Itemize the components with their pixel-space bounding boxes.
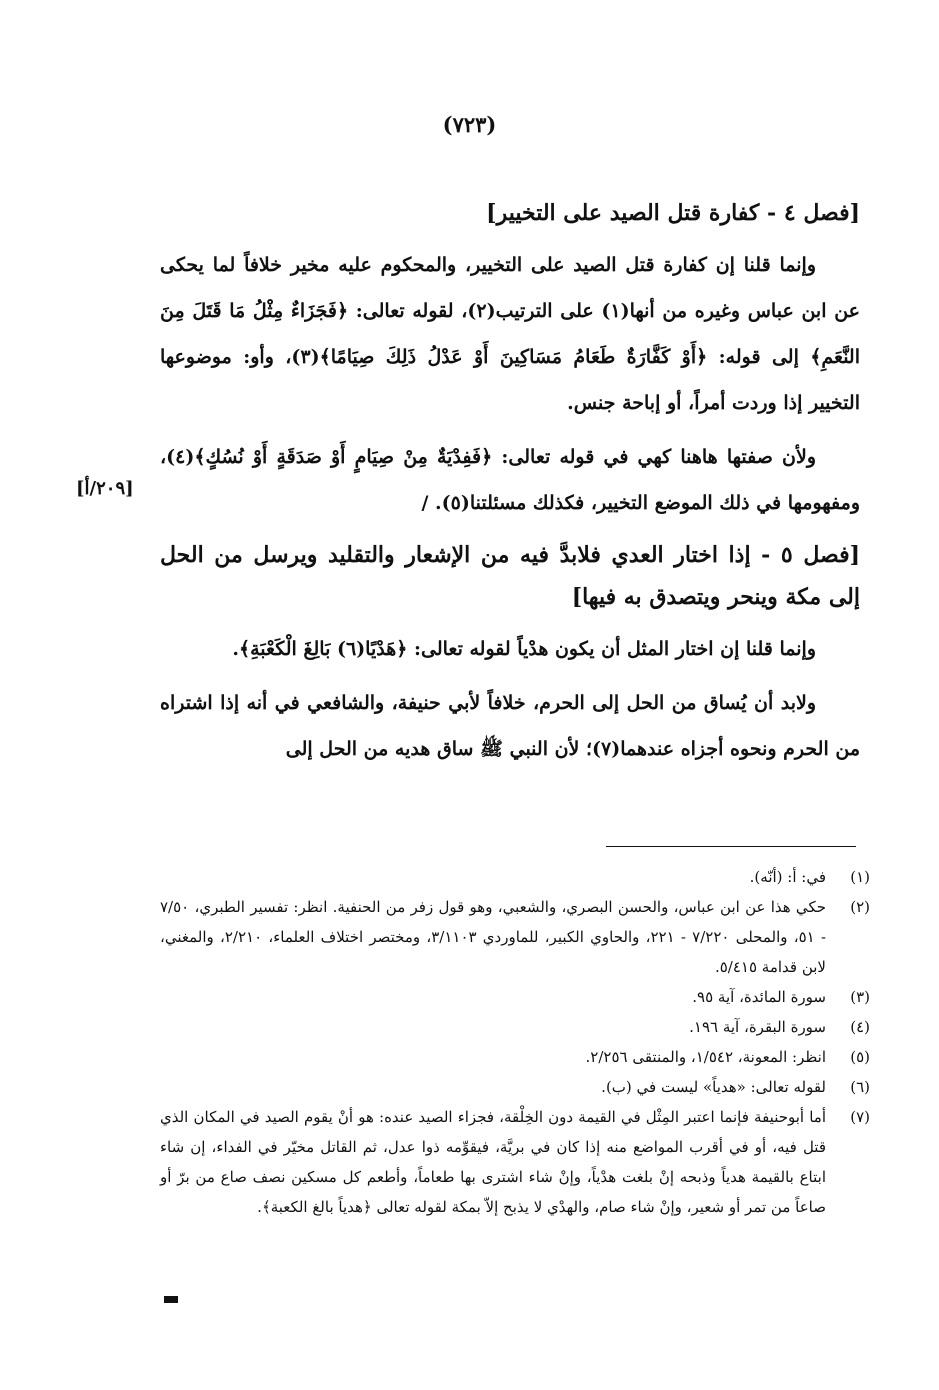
footnote-text: سورة البقرة، آية ١٩٦.: [689, 1018, 826, 1036]
footnote: [160, 1072, 870, 1102]
footnote: [160, 982, 870, 1012]
main-text: [160, 192, 860, 780]
footnote-text: أما أبوحنيفة فإنما اعتبر المِثْل في القيمة دون الخِلْقة، فجزاء الصيد عنده: هو أنْ يقوم الصيد في المكان الذي قتل فيه، أو في أقرب المواضع منه إذا كان في بريَّة، فيقوِّمه ذوا عدل، ثم القاتل مخيّر في الفداء، إن شاء ابتاع بالقيمة هدياً وذبحه إنْ بلغت هدْياً، وإنْ شاء اشترى بها طعاماً، وأطعم كل مسكين نصف صاع من برّ أو صاعاً من تمر أو شعير، وإنْ شاء صام، والهدْي لا يذبح إلاّ بمكة لقوله تعالى ﴿هدياً بالغ الكعبة﴾.: [160, 1108, 826, 1216]
footnote-text: سورة المائدة، آية ٩٥.: [692, 988, 826, 1006]
footnote-text: في: أ: (أنّه).: [749, 868, 826, 886]
footnote-number: (٢): [850, 898, 870, 916]
footnote: [160, 1102, 870, 1222]
page-end-mark: [164, 1296, 178, 1303]
footnote-text: انظر: المعونة، ١/٥٤٢، والمنتقى ٢/٢٥٦.: [585, 1048, 826, 1066]
section-heading-5: [فصل ٥ - إذا اختار العدي فلابدَّ فيه من الإشعار والتقليد ويرسل من الحل إلى مكة وينحر ويتصدق به فيها]: [160, 542, 860, 610]
section-heading-4: [فصل ٤ - كفارة قتل الصيد على التخيير]: [486, 200, 860, 226]
margin-page-reference: [٢٠٩/أ]: [76, 478, 134, 499]
page-number: (٧٢٣): [442, 112, 497, 137]
footnote-text: لقوله تعالى: «هدياً» ليست في (ب).: [601, 1078, 826, 1096]
footnotes: [160, 862, 870, 1222]
footnote-number: (٦): [850, 1078, 870, 1096]
footnote-number: (٤): [850, 1018, 870, 1036]
paragraph: وإنما قلنا إن اختار المثل أن يكون هدْياً لقوله تعالى: ﴿هَدْيًا(٦) بَالِغَ الْكَعْبَةِ﴾.: [232, 638, 816, 660]
paragraph: ولابد أن يُساق من الحل إلى الحرم، خلافاً لأبي حنيفة، والشافعي في أنه إذا اشتراه من الحرم ونحوه أجزاه عندهما(٧)؛ لأن النبي ﷺ ساق هديه من الحل إلى: [160, 692, 860, 760]
footnote-number: (١): [850, 868, 870, 886]
footnote-number: (٥): [850, 1048, 870, 1066]
paragraph: ولأن صفتها هاهنا كهي في قوله تعالى: ﴿فَفِدْيَةٌ مِنْ صِيَامٍ أَوْ صَدَقَةٍ أَوْ نُسُكٍ﴾(٤)، ومفهومها في ذلك الموضع التخيير، فكذلك مسئلتنا(٥). /: [160, 446, 860, 514]
footnote: [160, 892, 870, 982]
footnote-number: (٧): [850, 1108, 870, 1126]
footnote: [160, 1042, 870, 1072]
paragraph: وإنما قلنا إن كفارة قتل الصيد على التخيير، والمحكوم عليه مخير خلافاً لما يحكى عن ابن عباس وغيره من أنها(١) على الترتيب(٢)، لقوله تعالى: ﴿فَجَزَاءٌ مِثْلُ مَا قَتَلَ مِنَ النَّعَمِ﴾ إلى قوله: ﴿أَوْ كَفَّارَةٌ طَعَامُ مَسَاكِينَ أَوْ عَدْلُ ذَلِكَ صِيَامًا﴾(٣)، وأو: موضوعها التخيير إذا وردت أمراً، أو إباحة جنس.: [160, 254, 861, 414]
footnote-separator: [606, 846, 856, 847]
footnote-number: (٣): [850, 988, 870, 1006]
footnote-text: حكي هذا عن ابن عباس، والحسن البصري، والشعبي، وهو قول زفر من الحنفية. انظر: تفسير الطبري، ٧/٥٠ - ٥١، والمحلى ٧/٢٢٠ - ٢٢١، والحاوي الكبير، للماوردي ٣/١١٠٣، ومختصر اختلاف العلماء، ٢/٢١٠، والمغني، لابن قدامة ٥/٤١٥.: [160, 898, 827, 976]
footnote: [160, 1012, 870, 1042]
footnote: [160, 862, 870, 892]
